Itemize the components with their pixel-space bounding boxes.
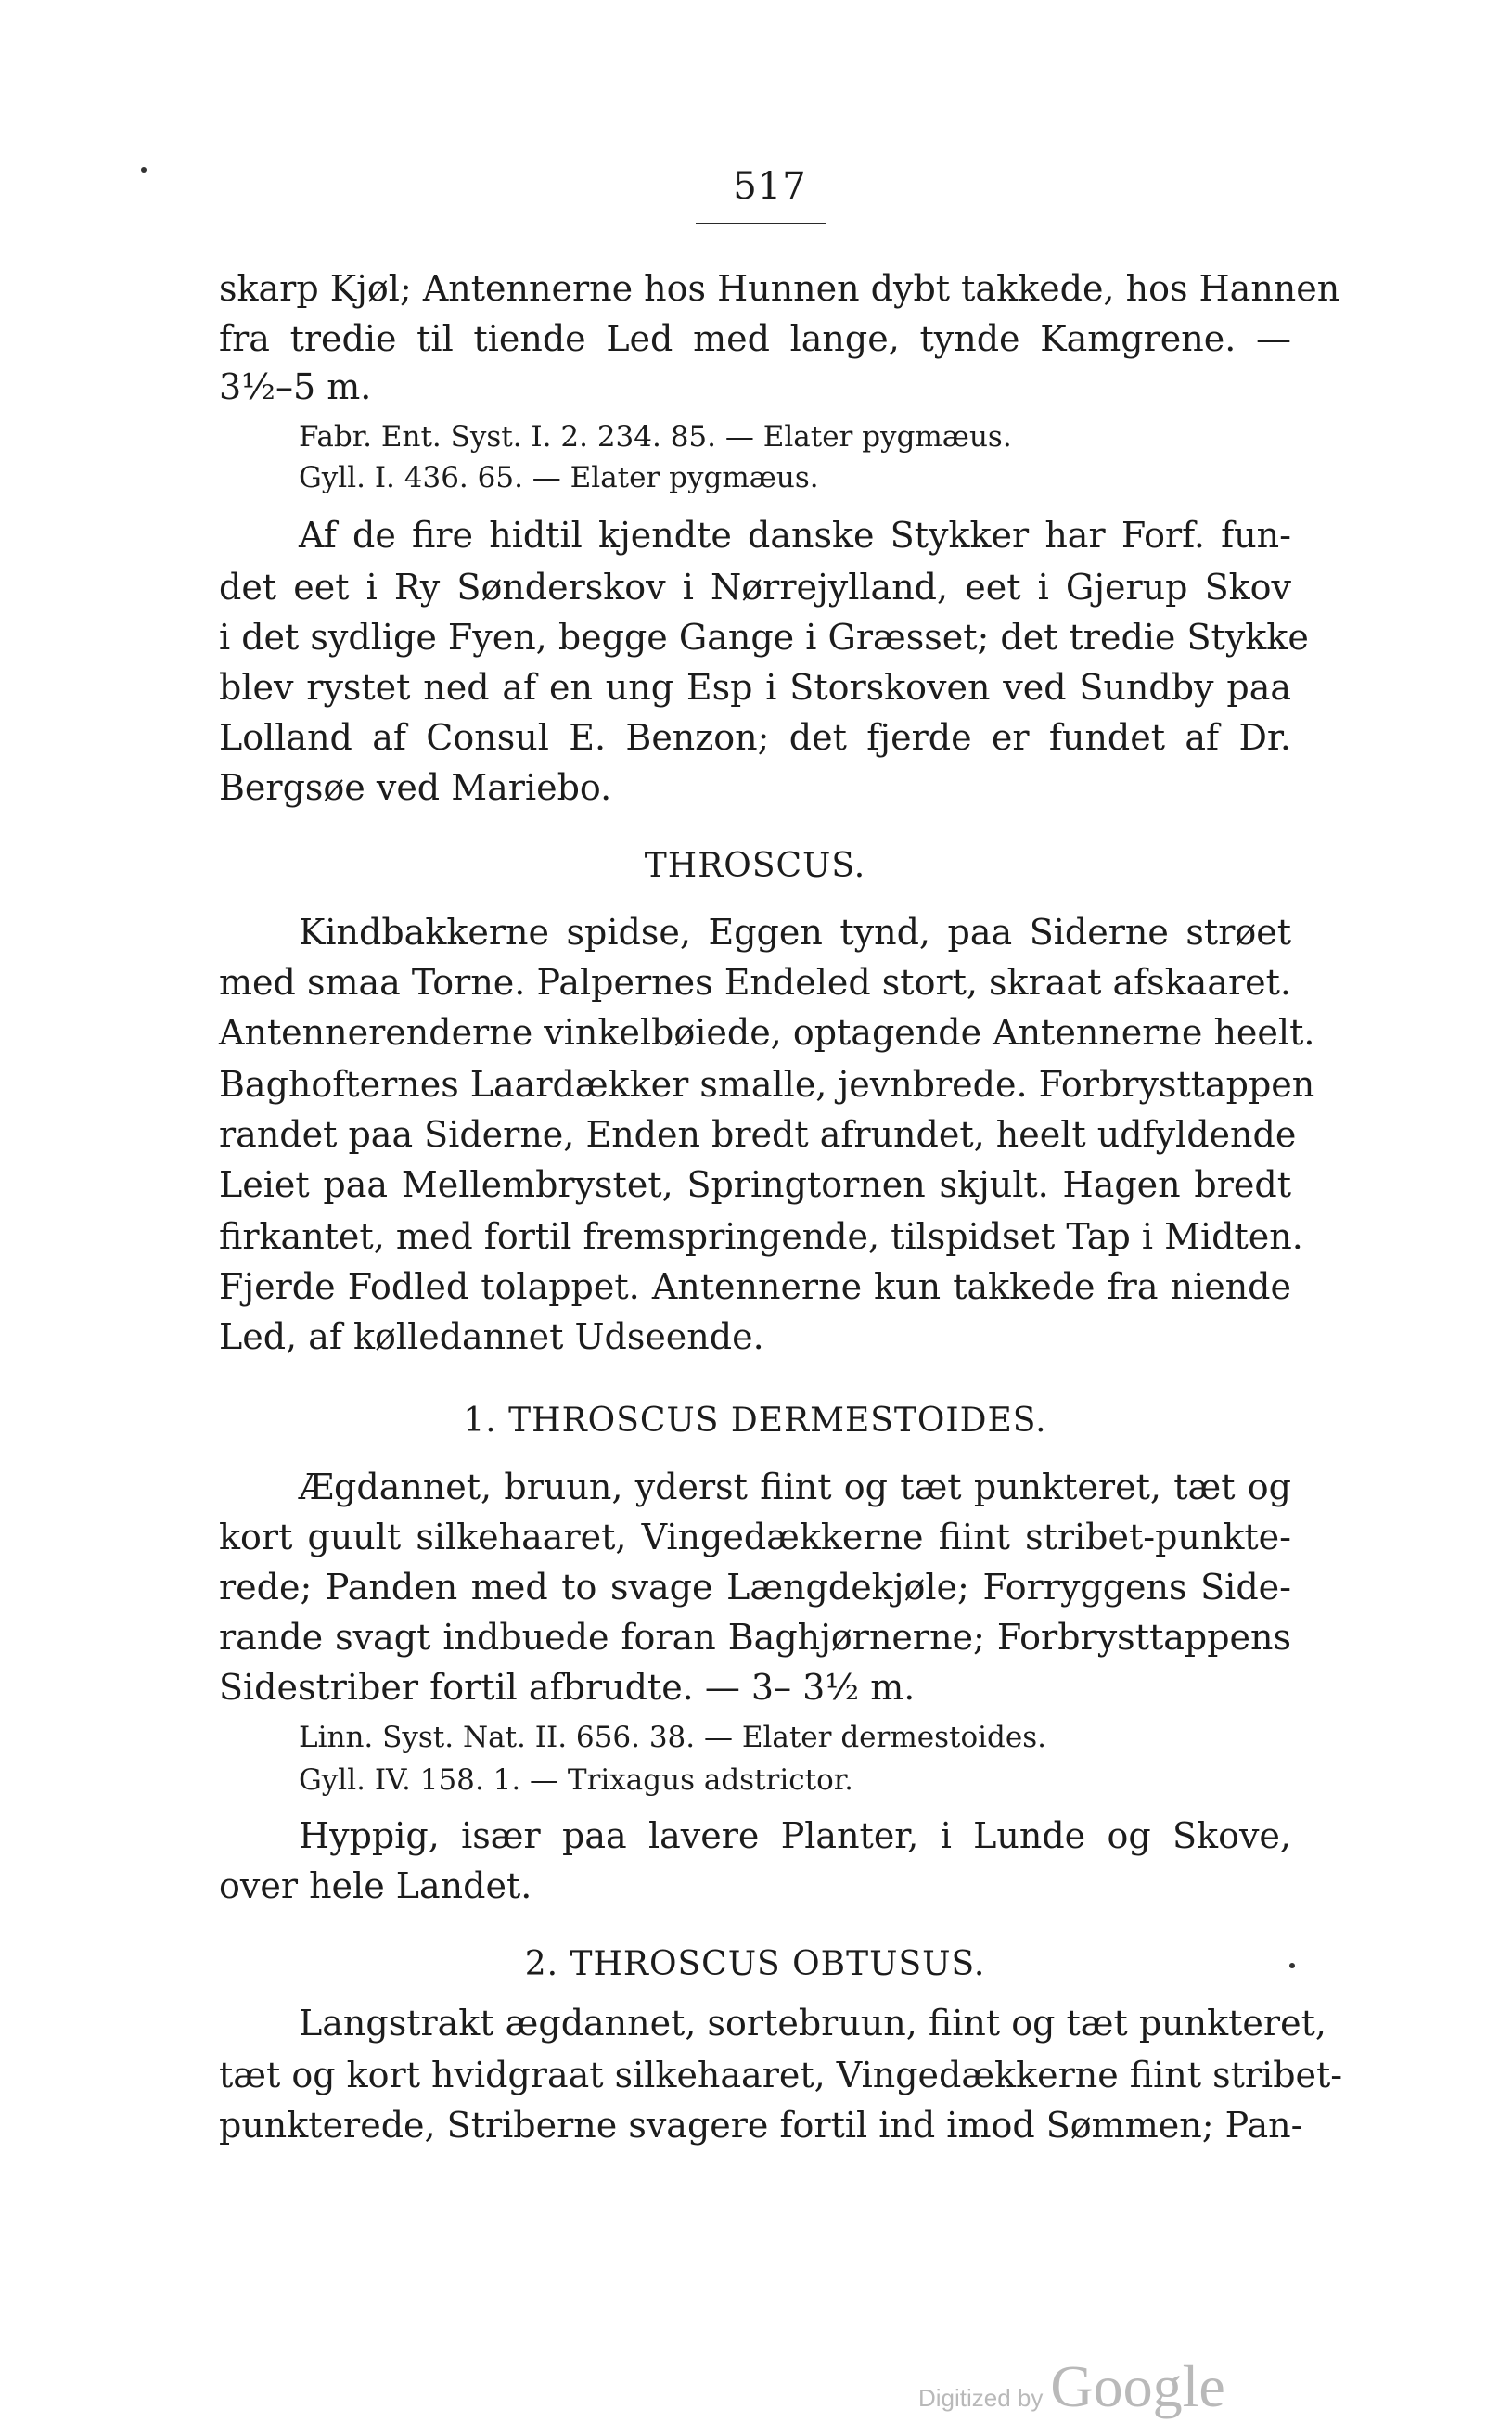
page-number-rule [696, 223, 826, 224]
citation-line: Fabr. Ent. Syst. I. 2. 234. 85. — Elater pygmæus. [299, 420, 1012, 454]
text-line: rande svagt indbuede foran Baghjørnerne; Forbrysttappens [219, 1617, 1291, 1658]
google-logo: Google [1050, 2353, 1225, 2419]
text-line: skarp Kjøl; Antennerne hos Hunnen dybt takkede, hos Hannen [219, 268, 1340, 309]
text-line: Langstrakt ægdannet, sortebruun, fiint og tæt punkteret, [299, 2003, 1326, 2044]
text-line: randet paa Siderne, Enden bredt afrundet, heelt udfyldende [219, 1114, 1297, 1155]
text-line: Fjerde Fodled tolappet. Antennerne kun takkede fra niende [219, 1266, 1291, 1307]
watermark-prefix: Digitized by [918, 2384, 1044, 2412]
text-line: Kindbakkerne spidse, Eggen tynd, paa Siderne strøet [299, 912, 1291, 953]
text-line: fra tredie til tiende Led med lange, tynde Kamgrene. — [219, 318, 1291, 359]
text-line: Lolland af Consul E. Benzon; det fjerde er fundet af Dr. [219, 717, 1291, 758]
text-line: Led, af kølledannet Udseende. [219, 1316, 764, 1357]
digitized-watermark [918, 2352, 1225, 2421]
text-line: Sidestriber fortil afbrudte. — 3– 3½ m. [219, 1667, 916, 1708]
citation-line: Gyll. IV. 158. 1. — Trixagus adstrictor. [299, 1763, 854, 1797]
paper-speck [1289, 1963, 1295, 1968]
text-line: firkantet, med fortil fremspringende, tilspidset Tap i Midten. [219, 1216, 1303, 1257]
text-line: blev rystet ned af en ung Esp i Storskoven ved Sundby paa [219, 667, 1291, 708]
text-line: 3½–5 m. [219, 366, 372, 407]
species-heading: 1. THROSCUS DERMESTOIDES. [463, 1402, 1047, 1440]
text-line: Hyppig, især paa lavere Planter, i Lunde og Skove, [299, 1815, 1291, 1856]
section-heading: THROSCUS. [644, 847, 866, 885]
text-line: med smaa Torne. Palpernes Endeled stort, skraat afskaaret. [219, 962, 1291, 1003]
text-line: Antennerenderne vinkelbøiede, optagende Antennerne heelt. [219, 1012, 1315, 1053]
text-line: Baghofternes Laardækker smalle, jevnbrede. Forbrysttappen [219, 1064, 1315, 1105]
text-line: Af de fire hidtil kjendte danske Stykker har Forf. fun- [299, 515, 1291, 556]
species-heading: 2. THROSCUS OBTUSUS. [524, 1945, 986, 1983]
citation-line: Linn. Syst. Nat. II. 656. 38. — Elater dermestoides. [299, 1721, 1046, 1754]
text-line: kort guult silkehaaret, Vingedækkerne fiint stribet-punkte- [219, 1517, 1291, 1557]
text-line: rede; Panden med to svage Længdekjøle; Forryggens Side- [219, 1567, 1291, 1608]
text-line: Bergsøe ved Mariebo. [219, 767, 612, 808]
text-line: Leiet paa Mellembrystet, Springtornen skjult. Hagen bredt [219, 1164, 1291, 1205]
text-line: tæt og kort hvidgraat silkehaaret, Vingedækkerne fiint stribet- [219, 2055, 1343, 2095]
text-line: punkterede, Striberne svagere fortil ind imod Sømmen; Pan- [219, 2105, 1303, 2146]
text-line: i det sydlige Fyen, begge Gange i Græsset; det tredie Stykke [219, 617, 1309, 658]
citation-line: Gyll. I. 436. 65. — Elater pygmæus. [299, 461, 819, 494]
text-line: Ægdannet, bruun, yderst fiint og tæt punkteret, tæt og [299, 1467, 1291, 1507]
page-number: 517 [733, 165, 807, 208]
text-line: over hele Landet. [219, 1865, 532, 1906]
paper-speck [141, 167, 147, 173]
text-line: det eet i Ry Sønderskov i Nørrejylland, eet i Gjerup Skov [219, 567, 1291, 608]
